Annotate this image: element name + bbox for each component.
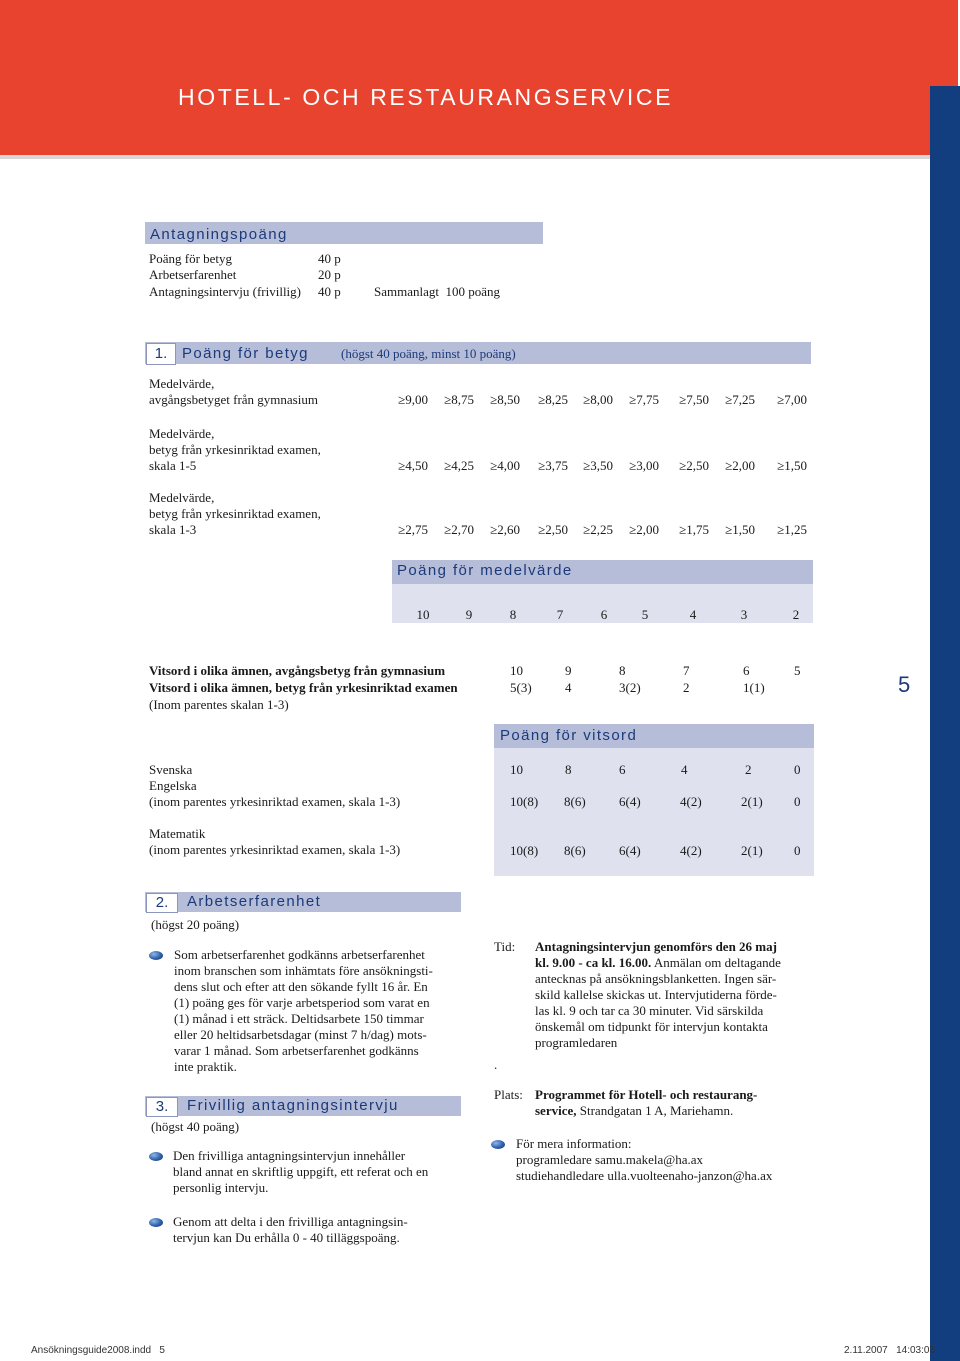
section1-subtitle: (högst 40 poäng, minst 10 poäng) xyxy=(341,346,516,361)
vitsord-point-cell: 4(2) xyxy=(680,794,702,809)
vitsord-cell: 5(3) xyxy=(510,680,532,695)
value-cell: ≥4,50 xyxy=(398,458,428,473)
plats-text xyxy=(535,1087,825,1119)
header-shadow xyxy=(0,155,936,159)
value-cell: ≥8,75 xyxy=(444,392,474,407)
bullet-icon xyxy=(149,1218,163,1227)
more-info xyxy=(516,1136,772,1184)
vitsord-point-cell: 2 xyxy=(745,762,752,777)
tid-text xyxy=(535,939,825,1051)
plats-tail: Strandgatan 1 A, Mariehamn. xyxy=(576,1103,734,1118)
value-cell: ≥1,50 xyxy=(725,522,755,537)
value-cell: ≥3,00 xyxy=(629,458,659,473)
value-cell: ≥7,00 xyxy=(777,392,807,407)
subject-values xyxy=(505,794,815,810)
plats-label: Plats: xyxy=(494,1087,523,1102)
value-cell: ≥2,00 xyxy=(725,458,755,473)
vitsord-point-cell: 10 xyxy=(510,762,523,777)
value-cell: ≥8,50 xyxy=(490,392,520,407)
value-cell: ≥1,50 xyxy=(777,458,807,473)
text-line: eller 20 heltidsarbetsdagar (minst 7 h/dag) mots- xyxy=(174,1027,427,1042)
points-cell: 3 xyxy=(740,607,748,622)
page-number: 5 xyxy=(898,672,911,697)
header-band xyxy=(0,0,958,155)
antagning-total: Sammanlagt 100 poäng xyxy=(374,284,501,299)
label-line: Engelska xyxy=(149,778,197,793)
text-line: dens slut och efter att den sökande fyllt 16 år. En xyxy=(174,979,428,994)
vitsord-point-cell: 6(4) xyxy=(619,794,641,809)
points-cell: 9 xyxy=(465,607,473,622)
text-line: Genom att delta i den frivilliga antagningsin- xyxy=(173,1214,408,1229)
bullet-icon xyxy=(149,1152,163,1161)
subject-values xyxy=(505,762,815,778)
text-line: programledaren xyxy=(535,1035,618,1050)
text-line: Den frivilliga antagningsintervjun innehåller xyxy=(173,1148,406,1163)
footer-right: 2.11.2007 14:03:05 xyxy=(844,1345,936,1356)
text-line: personlig intervju. xyxy=(173,1180,269,1195)
label-line: skala 1-3 xyxy=(149,522,197,537)
vitsord-row-values xyxy=(505,680,815,696)
section1-number: 1. xyxy=(146,343,176,365)
value-cell: ≥9,00 xyxy=(398,392,428,407)
value-cell: ≥7,75 xyxy=(629,392,659,407)
text-line: (1) månad i ett sträck. Deltidsarbete 150 timmar xyxy=(174,1011,424,1026)
value-cell: ≥8,25 xyxy=(538,392,568,407)
antagning-row-label: Arbetserfarenhet xyxy=(149,267,237,282)
vitsord-cell: 3(2) xyxy=(619,680,641,695)
medelvarde-row-label xyxy=(149,376,318,408)
vitsord-row-label: Vitsord i olika ämnen, avgångsbetyg från gymnasium xyxy=(149,663,446,678)
vitsord-point-cell: 2(1) xyxy=(741,794,763,809)
text-line: önskemål om tidpunkt för intervjun kontakta xyxy=(535,1019,768,1034)
vitsord-point-cell: 8(6) xyxy=(564,794,586,809)
section3-title: Frivillig antagningsintervju xyxy=(187,1097,399,1114)
email-line[interactable]: programledare samu.makela@ha.ax xyxy=(516,1152,704,1167)
tid-bold-line: Antagningsintervjun genomförs den 26 maj xyxy=(535,939,777,954)
antagning-row-label: Antagningsintervju (frivillig) xyxy=(149,284,302,299)
antagning-row-value: 40 p xyxy=(318,284,341,299)
points-cell: 7 xyxy=(556,607,564,622)
value-cell: ≥3,75 xyxy=(538,458,568,473)
vitsord-point-cell: 0 xyxy=(794,762,801,777)
label-line: avgångsbetyget från gymnasium xyxy=(149,392,318,407)
vitsord-cell: 6 xyxy=(743,663,750,678)
value-cell: ≥4,25 xyxy=(444,458,474,473)
antagning-row-value: 40 p xyxy=(318,251,341,266)
stray-dot: . xyxy=(494,1057,498,1072)
text-line: las kl. 9 och tar ca 30 minuter. Vid särskilda xyxy=(535,1003,764,1018)
text-line: varar 1 månad. Som arbetserfarenhet godkänns xyxy=(174,1043,419,1058)
tid-label: Tid: xyxy=(494,939,516,954)
vitsord-point-cell: 4 xyxy=(681,762,688,777)
text-line: skild kallelse skickas ut. Intervjutiderna förde- xyxy=(535,987,777,1002)
vitsord-point-cell: 6 xyxy=(619,762,626,777)
value-cell: ≥2,70 xyxy=(444,522,474,537)
page-header-title: HOTELL- OCH RESTAURANGSERVICE xyxy=(178,84,674,110)
points-cell: 2 xyxy=(792,607,800,622)
value-cell: ≥3,50 xyxy=(583,458,613,473)
medelvarde-points-heading: Poäng för medelvärde xyxy=(397,562,573,579)
vitsord-point-cell: 2(1) xyxy=(741,843,763,858)
value-cell: ≥1,25 xyxy=(777,522,807,537)
subject-label: Svenska xyxy=(149,762,193,777)
value-cell: ≥8,00 xyxy=(583,392,613,407)
antagning-row-value: 20 p xyxy=(318,267,341,282)
section2-subtitle: (högst 20 poäng) xyxy=(151,917,240,932)
medelvarde-row-label xyxy=(149,426,321,474)
label-line: Matematik xyxy=(149,826,206,841)
label-line: (inom parentes yrkesinriktad examen, skala 1-3) xyxy=(149,794,401,809)
value-cell: ≥7,25 xyxy=(725,392,755,407)
antagning-row-label: Poäng för betyg xyxy=(149,251,233,266)
email-line[interactable]: studiehandledare ulla.vuolteenaho-janzon@ha.ax xyxy=(516,1168,773,1183)
value-cell: ≥2,60 xyxy=(490,522,520,537)
antagning-heading: Antagningspoäng xyxy=(150,226,288,243)
medelvarde-row-label xyxy=(149,490,321,538)
medelvarde-row-values xyxy=(380,392,810,408)
text-line: antecknas på ansökningsblanketten. Ingen sär- xyxy=(535,971,777,986)
label-line: betyg från yrkesinriktad examen, xyxy=(149,506,321,521)
value-cell: ≥7,50 xyxy=(679,392,709,407)
vitsord-note: (Inom parentes skalan 1-3) xyxy=(149,697,289,712)
label-line: skala 1-5 xyxy=(149,458,197,473)
text-line: (1) poäng ges för varje arbetsperiod som varat en xyxy=(174,995,430,1010)
vitsord-point-cell: 6(4) xyxy=(619,843,641,858)
vitsord-point-cell: 8 xyxy=(565,762,572,777)
value-cell: ≥2,25 xyxy=(583,522,613,537)
label-line: Medelvärde, xyxy=(149,426,215,441)
vitsord-cell: 4 xyxy=(565,680,572,695)
vitsord-cell: 9 xyxy=(565,663,572,678)
text-line: Som arbetserfarenhet godkänns arbetserfarenhet xyxy=(174,947,425,962)
points-cell: 10 xyxy=(416,607,430,622)
section2-text xyxy=(174,947,433,1075)
vitsord-cell: 8 xyxy=(619,663,626,678)
subject-label xyxy=(149,826,400,858)
points-cell: 5 xyxy=(641,607,649,622)
vitsord-points-heading: Poäng för vitsord xyxy=(500,727,638,744)
text-line: För mera information: xyxy=(516,1136,632,1151)
bullet-icon xyxy=(149,951,163,960)
vitsord-cell: 1(1) xyxy=(743,680,765,695)
right-edge-stripe xyxy=(930,86,960,1361)
label-line: Medelvärde, xyxy=(149,376,215,391)
vitsord-point-cell: 10(8) xyxy=(510,794,539,809)
section2-title: Arbetserfarenhet xyxy=(187,893,322,910)
value-cell: ≥1,75 xyxy=(679,522,709,537)
section3-bullet2 xyxy=(173,1214,408,1246)
plats-bold: service, xyxy=(535,1103,577,1118)
vitsord-row-values xyxy=(505,663,815,679)
medelvarde-row-values xyxy=(380,522,810,538)
value-cell: ≥2,75 xyxy=(398,522,428,537)
points-cell: 6 xyxy=(600,607,608,622)
section3-bullet1 xyxy=(173,1148,428,1196)
tid-tail: Anmälan om deltagande xyxy=(651,955,781,970)
tid-bold-time: kl. 9.00 - ca kl. 16.00. xyxy=(535,955,652,970)
section1-title: Poäng för betyg xyxy=(182,345,309,362)
bullet-icon xyxy=(491,1140,505,1149)
medelvarde-points-values xyxy=(392,607,813,623)
text-line: bland annat en skriftlig uppgift, ett referat och en xyxy=(173,1164,429,1179)
vitsord-point-cell: 4(2) xyxy=(680,843,702,858)
tid-bold-line2 xyxy=(535,955,825,971)
section2-number: 2. xyxy=(146,893,178,913)
vitsord-cell: 7 xyxy=(683,663,690,678)
subject-label xyxy=(149,778,400,810)
vitsord-point-cell: 8(6) xyxy=(564,843,586,858)
vitsord-point-cell: 10(8) xyxy=(510,843,539,858)
medelvarde-row-values xyxy=(380,458,810,474)
text-line: inom branschen som inhämtats före ansökningsti- xyxy=(174,963,433,978)
text-line: tervjun kan Du erhålla 0 - 40 tilläggspoäng. xyxy=(173,1230,400,1245)
vitsord-point-cell: 0 xyxy=(794,843,801,858)
points-cell: 8 xyxy=(509,607,517,622)
section3-subtitle: (högst 40 poäng) xyxy=(151,1119,240,1134)
value-cell: ≥4,00 xyxy=(490,458,520,473)
plats-bold-line: Programmet för Hotell- och restaurang- xyxy=(535,1087,758,1102)
value-cell: ≥2,50 xyxy=(679,458,709,473)
label-line: Medelvärde, xyxy=(149,490,215,505)
vitsord-cell: 2 xyxy=(683,680,690,695)
value-cell: ≥2,50 xyxy=(538,522,568,537)
value-cell: ≥2,00 xyxy=(629,522,659,537)
vitsord-point-cell: 0 xyxy=(794,794,801,809)
vitsord-cell: 5 xyxy=(794,663,801,678)
plats-line2 xyxy=(535,1103,825,1119)
subject-values xyxy=(505,843,815,859)
text-line: inte praktik. xyxy=(174,1059,237,1074)
vitsord-row-label: Vitsord i olika ämnen, betyg från yrkesinriktad examen xyxy=(149,680,458,695)
label-line: (inom parentes yrkesinriktad examen, skala 1-3) xyxy=(149,842,401,857)
footer-left: Ansökningsguide2008.indd 5 xyxy=(31,1345,165,1356)
points-cell: 4 xyxy=(689,607,697,622)
label-line: betyg från yrkesinriktad examen, xyxy=(149,442,321,457)
vitsord-cell: 10 xyxy=(510,663,523,678)
section3-number: 3. xyxy=(146,1097,178,1117)
